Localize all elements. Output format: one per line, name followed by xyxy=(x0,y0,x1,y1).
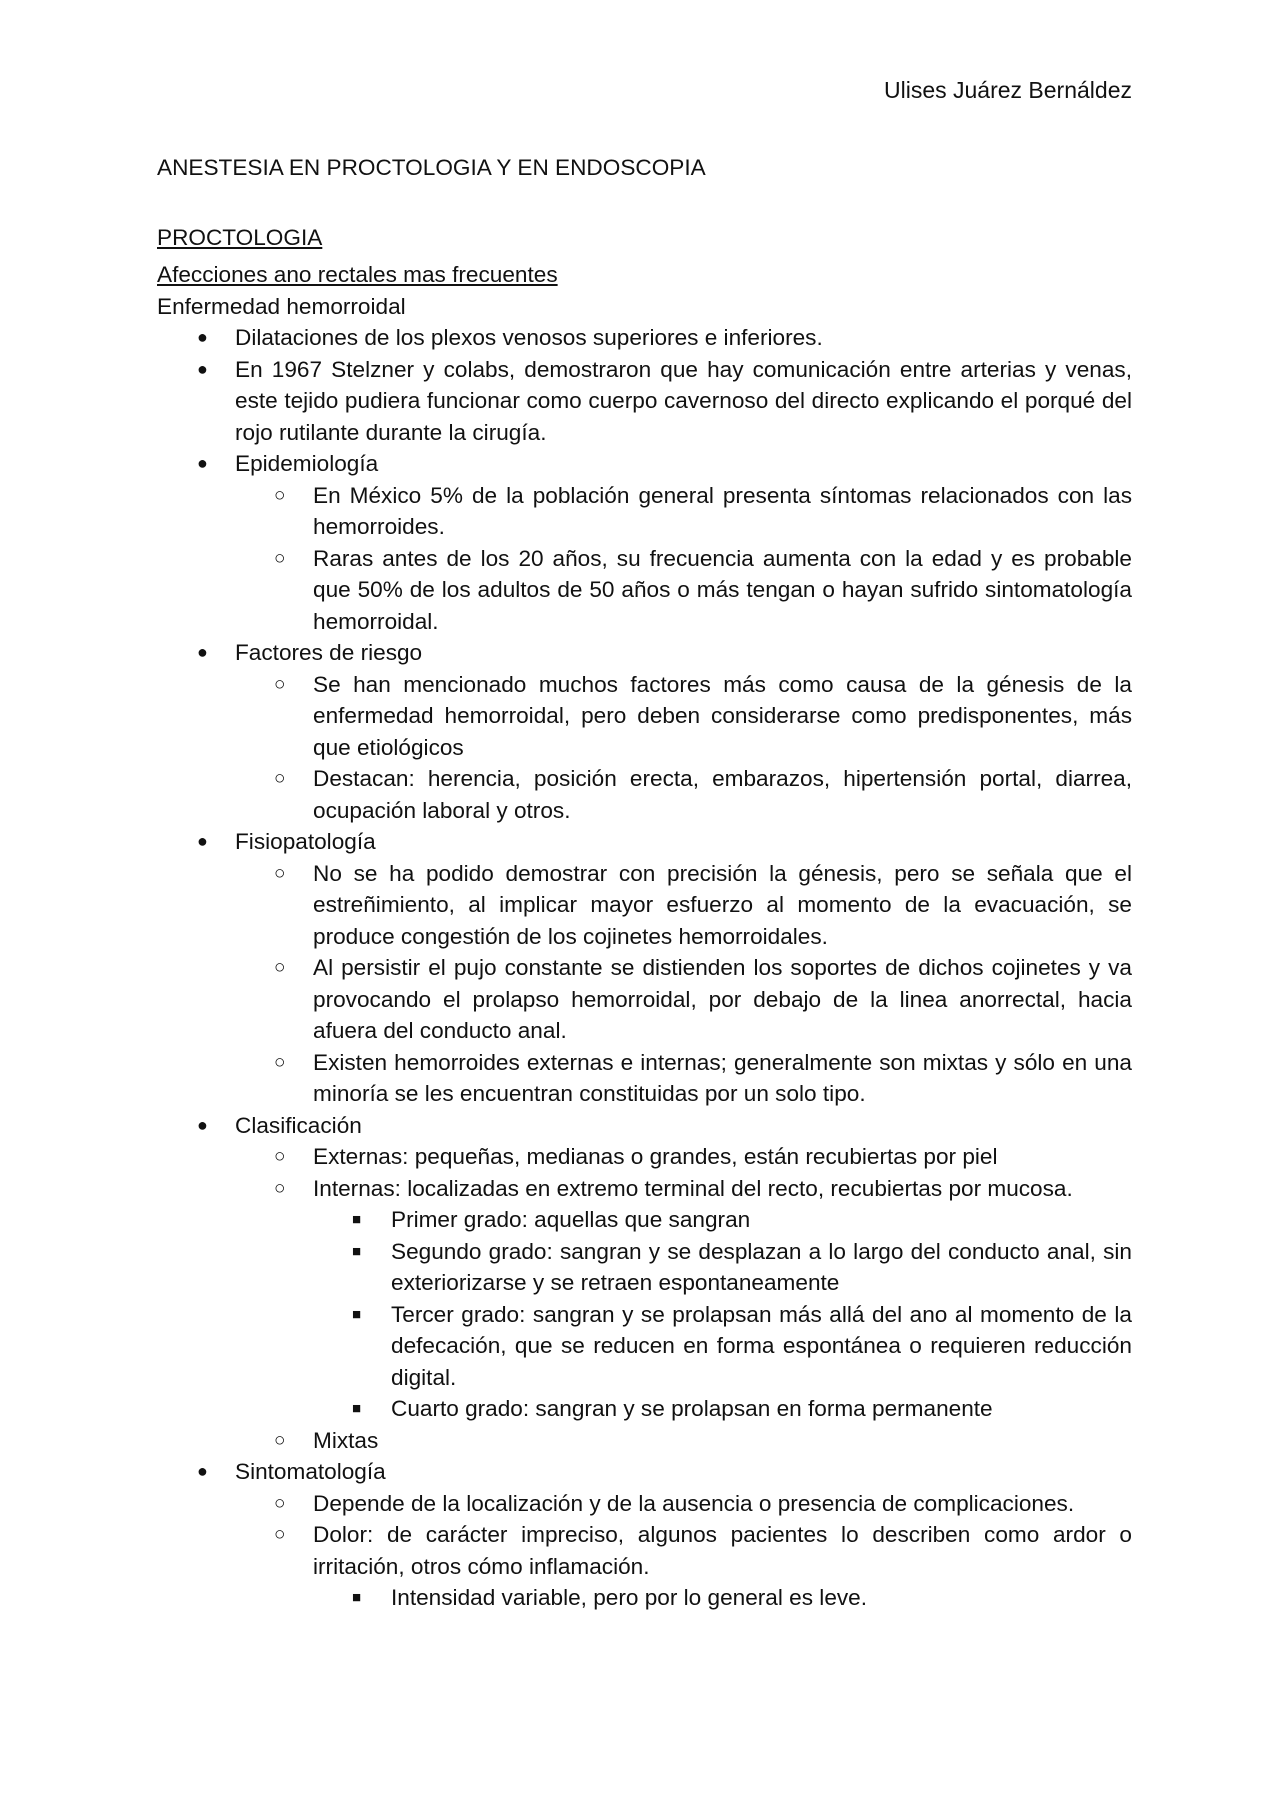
sub-list-item-text: Se han mencionado muchos factores más como causa de la génesis de la enfermedad hemorroidal, pero deben considerarse como predisponentes, más que etiológicos xyxy=(313,671,1132,760)
bullet-list xyxy=(157,322,1132,1614)
sub-list-item-text: Externas: pequeñas, medianas o grandes, están recubiertas por piel xyxy=(313,1144,998,1169)
sub-list-item-text: Raras antes de los 20 años, su frecuencia aumenta con la edad y es probable que 50% de los adultos de 50 años o más tengan o hayan sufrido sintomatología hemorroidal. xyxy=(313,545,1132,634)
sub-list-item xyxy=(235,480,1132,543)
hollow-bullet-icon: ○ xyxy=(274,673,286,695)
list-item-text: Epidemiología xyxy=(235,451,379,476)
square-bullet-icon: ■ xyxy=(352,1589,362,1606)
hollow-bullet-icon: ○ xyxy=(274,768,286,789)
hollow-bullet-icon: ○ xyxy=(274,957,286,978)
document-body xyxy=(157,152,1132,1614)
list-item-text: Dilataciones de los plexos venosos superiores e inferiores. xyxy=(235,325,823,350)
filled-bullet-icon: ● xyxy=(197,1461,208,1481)
filled-bullet-icon: ● xyxy=(197,831,208,851)
sub-list-item xyxy=(235,1173,1132,1425)
filled-bullet-icon: ● xyxy=(197,358,208,379)
list-item xyxy=(157,322,1132,354)
sub-list-item xyxy=(235,1519,1132,1614)
sub-list-item xyxy=(235,763,1132,826)
subsection-heading: Afecciones ano rectales mas frecuentes xyxy=(157,262,558,287)
hollow-bullet-icon: ○ xyxy=(274,1177,286,1199)
sub-list-item-text: Dolor: de carácter impreciso, algunos pacientes lo describen como ardor o irritación, otros cómo inflamación. xyxy=(313,1522,1132,1579)
sub-list-item-text: En México 5% de la población general presenta síntomas relacionados con las hemorroides. xyxy=(313,482,1132,539)
sub-list-item-text: Internas: localizadas en extremo terminal del recto, recubiertas por mucosa. xyxy=(313,1175,1073,1201)
hollow-bullet-icon: ○ xyxy=(274,1492,286,1514)
list-item-text: Factores de riesgo xyxy=(235,640,423,665)
sub-list xyxy=(235,480,1132,638)
list-item xyxy=(157,826,1132,1110)
sub-list-item xyxy=(235,952,1132,1047)
nested-list xyxy=(313,1204,1132,1425)
sub-list-item-text: Al persistir el pujo constante se distienden los soportes de dichos cojinetes y va provocando el prolapso hemorroidal, por debajo de la linea anorrectal, hacia afuera del conducto anal. xyxy=(313,955,1132,1043)
nested-list-item-text: Segundo grado: sangran y se desplazan a lo largo del conducto anal, sin exteriorizarse y se retraen espontaneamente xyxy=(391,1238,1132,1295)
list-item-text: Fisiopatología xyxy=(235,829,376,854)
sub-list-item xyxy=(235,543,1132,638)
list-item xyxy=(157,448,1132,637)
nested-list-item xyxy=(313,1299,1132,1394)
sub-list xyxy=(235,669,1132,827)
hollow-bullet-icon: ○ xyxy=(274,1429,286,1451)
nested-list-item-text: Cuarto grado: sangran y se prolapsan en forma permanente xyxy=(391,1396,993,1421)
nested-list-item-text: Intensidad variable, pero por lo general es leve. xyxy=(391,1585,868,1610)
sub-list-item xyxy=(235,1425,1132,1457)
sub-list-item xyxy=(235,1047,1132,1110)
nested-list-item xyxy=(313,1204,1132,1236)
square-bullet-icon: ■ xyxy=(352,1305,362,1323)
list-item xyxy=(157,637,1132,826)
sub-list xyxy=(235,1488,1132,1614)
list-item xyxy=(157,1456,1132,1614)
list-item xyxy=(157,1110,1132,1457)
sub-list-item xyxy=(235,1141,1132,1173)
square-bullet-icon: ■ xyxy=(352,1211,362,1228)
list-item xyxy=(157,354,1132,449)
list-item-text: Clasificación xyxy=(235,1112,362,1138)
nested-list-item-text: Tercer grado: sangran y se prolapsan más allá del ano al momento de la defecación, que se reducen en forma espontánea o requieren reducción digital. xyxy=(391,1301,1132,1390)
sub-list-item-text: Destacan: herencia, posición erecta, embarazos, hipertensión portal, diarrea, ocupación laboral y otros. xyxy=(313,766,1132,823)
hollow-bullet-icon: ○ xyxy=(274,1524,286,1545)
author-name: Ulises Juárez Bernáldez xyxy=(883,77,1132,103)
nested-list-item xyxy=(313,1582,1132,1614)
sub-list xyxy=(235,1141,1132,1456)
filled-bullet-icon: ● xyxy=(197,327,208,347)
nested-list-item xyxy=(313,1393,1132,1425)
square-bullet-icon: ■ xyxy=(352,1242,362,1260)
nested-list xyxy=(313,1582,1132,1614)
filled-bullet-icon: ● xyxy=(197,1114,208,1135)
square-bullet-icon: ■ xyxy=(352,1400,362,1417)
sub-list-item-text: No se ha podido demostrar con precisión la génesis, pero se señala que el estreñimiento, al implicar mayor esfuerzo al momento de la evacuación, se produce congestión de los cojinetes hemorroidales. xyxy=(313,860,1132,949)
sub-list xyxy=(235,858,1132,1110)
hollow-bullet-icon: ○ xyxy=(274,1051,286,1073)
sub-list-item-text: Depende de la localización y de la ausencia o presencia de complicaciones. xyxy=(313,1490,1075,1516)
document-title: ANESTESIA EN PROCTOLOGIA Y EN ENDOSCOPIA xyxy=(157,155,706,180)
sub-list-item xyxy=(235,858,1132,953)
hollow-bullet-icon: ○ xyxy=(274,862,286,884)
filled-bullet-icon: ● xyxy=(197,453,208,473)
filled-bullet-icon: ● xyxy=(197,642,208,662)
sub-list-item xyxy=(235,1488,1132,1520)
hollow-bullet-icon: ○ xyxy=(274,547,286,569)
hollow-bullet-icon: ○ xyxy=(274,484,286,506)
nested-list-item xyxy=(313,1236,1132,1299)
hollow-bullet-icon: ○ xyxy=(274,1146,286,1167)
section-heading: PROCTOLOGIA xyxy=(157,224,323,250)
sub-list-item xyxy=(235,669,1132,764)
sub-list-item-text: Existen hemorroides externas e internas; generalmente son mixtas y sólo en una minoría se les encuentran constituidas por un solo tipo. xyxy=(313,1049,1132,1106)
list-item-text: Sintomatología xyxy=(235,1459,386,1484)
nested-list-item-text: Primer grado: aquellas que sangran xyxy=(391,1207,751,1232)
sub-list-item-text: Mixtas xyxy=(313,1427,379,1453)
list-item-text: En 1967 Stelzner y colabs, demostraron que hay comunicación entre arterias y venas, este tejido pudiera funcionar como cuerpo cavernoso del directo explicando el porqué del rojo rutilante durante la cirugía. xyxy=(235,356,1132,445)
topic-heading: Enfermedad hemorroidal xyxy=(157,293,406,319)
